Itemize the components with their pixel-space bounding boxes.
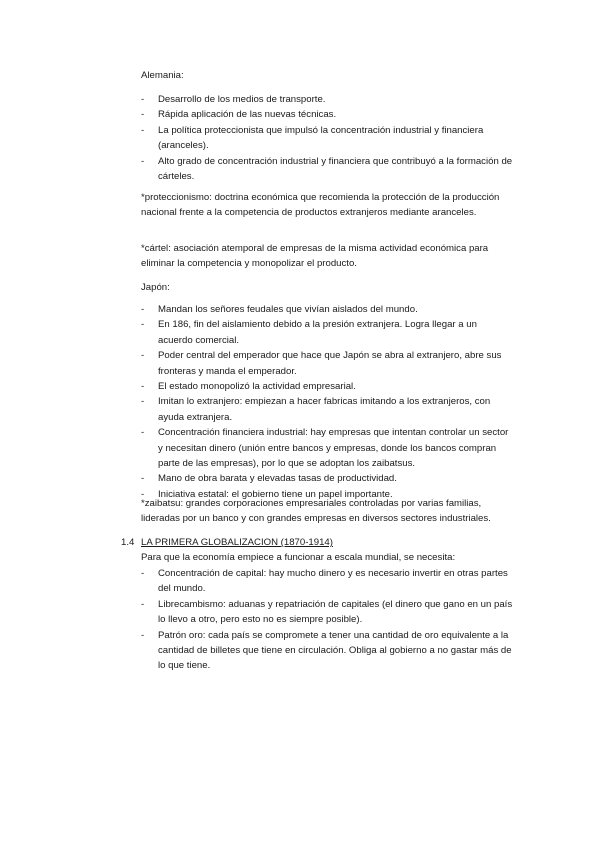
- list-item: - El estado monopolizó la actividad empresarial.: [141, 379, 513, 394]
- list-item: - Alto grado de concentración industrial y financiera que contribuyó a la formación de cárteles.: [141, 154, 513, 185]
- list-item: - Desarrollo de los medios de transporte.: [141, 92, 513, 107]
- list-item: - Mandan los señores feudales que vivían aislados del mundo.: [141, 302, 513, 317]
- list-item: - Mano de obra barata y elevadas tasas de productividad.: [141, 471, 513, 486]
- note-proteccionismo: *proteccionismo: doctrina económica que recomienda la protección de la producción nacional frente a la competencia de productos extranjeros mediante aranceles.: [141, 192, 500, 219]
- section-number: 1.4: [121, 537, 135, 548]
- list-item: - Rápida aplicación de las nuevas técnicas.: [141, 107, 513, 122]
- list-alemania: [141, 92, 513, 184]
- list-item: - Iniciativa estatal: el gobierno tiene un papel importante.: [141, 487, 513, 502]
- section-intro: Para que la economía empiece a funcionar a escala mundial, se necesita:: [141, 552, 456, 563]
- list-item: - Concentración de capital: hay mucho dinero y es necesario invertir en otras partes del mundo.: [141, 566, 513, 597]
- list-globalizacion: [141, 566, 513, 674]
- list-item: - Imitan lo extranjero: empiezan a hacer fabricas imitando a los extranjeros, con ayuda extranjera.: [141, 394, 513, 425]
- list-item: - Librecambismo: aduanas y repatriación de capitales (el dinero que gano en un país lo llevo a otro, pero esto no es siempre posible).: [141, 597, 513, 628]
- section-heading: [121, 535, 513, 551]
- list-item: - Poder central del emperador que hace que Japón se abra al extranjero, abre sus fronteras y manda el emperador.: [141, 348, 513, 379]
- section-title: LA PRIMERA GLOBALIZACION (1870-1914): [141, 537, 333, 548]
- list-item: - Patrón oro: cada país se compromete a tener una cantidad de oro equivalente a la cantidad de billetes que tiene en circulación. Obliga al gobierno a no gastar más de lo que tiene.: [141, 628, 513, 674]
- list-item: - La política proteccionista que impulsó la concentración industrial y financiera (aranceles).: [141, 123, 513, 154]
- list-item: - En 186, fin del aislamiento debido a la presión extranjera. Logra llegar a un acuerdo comercial.: [141, 317, 513, 348]
- note-cartel: *cártel: asociación atemporal de empresas de la misma actividad económica para eliminar la competencia y monopolizar el producto.: [141, 243, 489, 270]
- note-zaibatsu: *zaibatsu: grandes corporaciones empresariales controladas por varias familias, lideradas por un banco y con grandes empresas en diversos sectores industriales.: [141, 498, 491, 525]
- heading-alemania: Alemania:: [141, 70, 184, 81]
- list-japon: [141, 302, 513, 502]
- list-item: - Concentración financiera industrial: hay empresas que intentan controlar un sector y necesitan dinero (unión entre bancos y empresas, donde los bancos compran parte de las empresas), por lo que se adoptan los zaibatsus.: [141, 425, 513, 471]
- heading-japon: Japón:: [141, 282, 170, 293]
